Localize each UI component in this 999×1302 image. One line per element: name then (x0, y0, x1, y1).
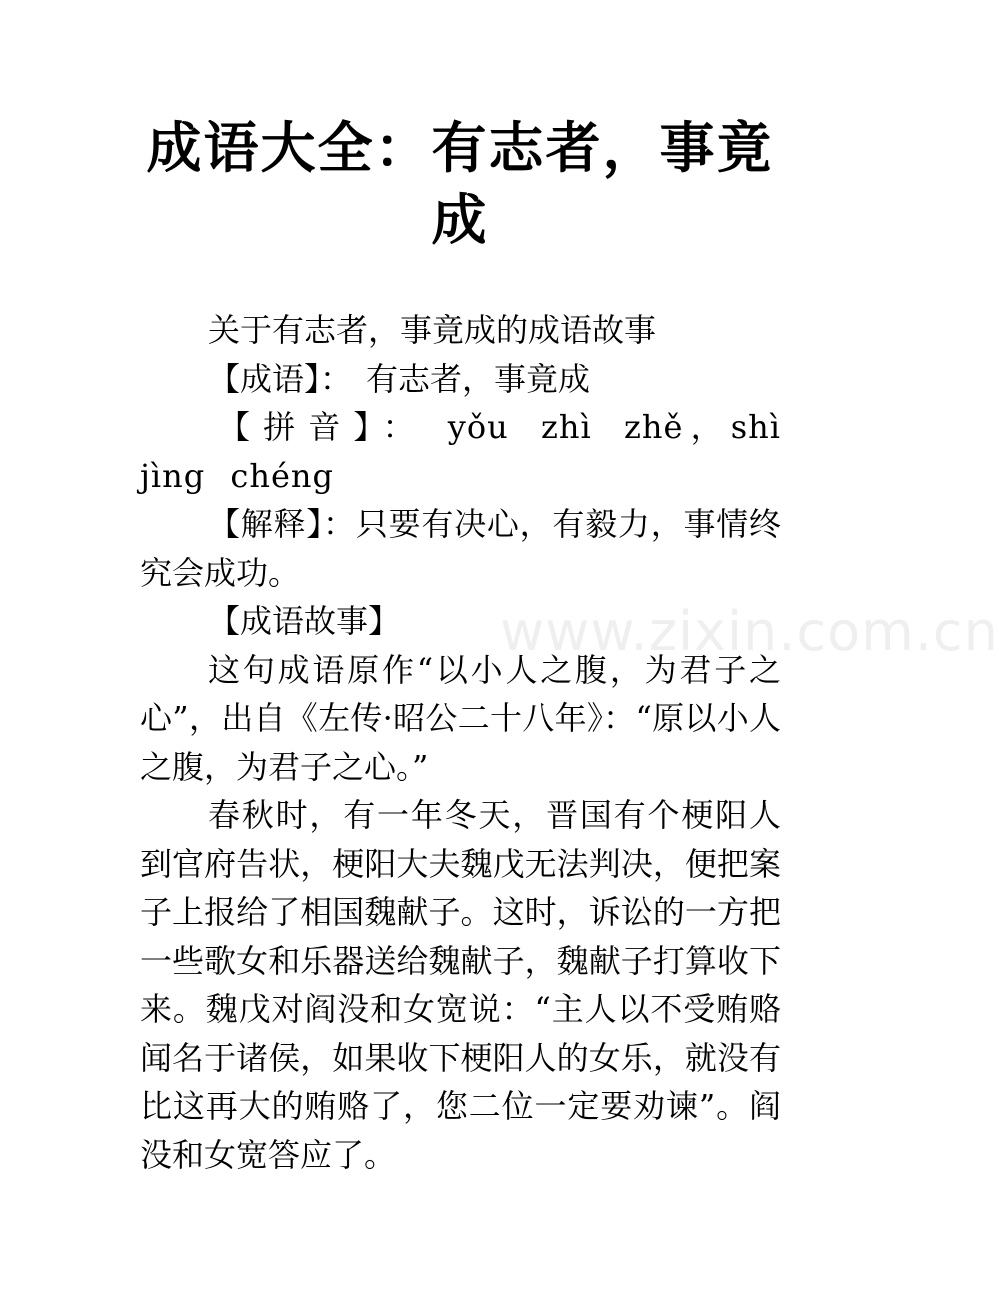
pinyin-value: yǒu zhì zhě，shì jìng chéng (140, 408, 781, 495)
explanation-line (140, 500, 781, 597)
watermark: www.zixin.com.cn (500, 600, 999, 663)
explanation-value: 只要有决心，有毅力，事情终究会成功。 (140, 505, 781, 592)
idiom-line (140, 355, 781, 404)
pinyin-label: 【拼音】： (218, 408, 428, 446)
story-paragraph: 春秋时，有一年冬天，晋国有个梗阳人到官府告状，梗阳大夫魏戊无法判决，便把案子上报给了相国魏献子。这时，诉讼的一方把一些歌女和乐器送给魏献子，魏献子打算收下来。魏戊对阎没和女宽说：“主人以不受贿赂闻名于诸侯，如果收下梗阳人的女乐，就没有比这再大的贿赂了，您二位一定要劝谏”。阎没和女宽答应了。 (140, 796, 781, 1174)
pinyin-line (140, 403, 781, 500)
explanation-label: 【解释】： (208, 505, 356, 543)
story-heading: 【成语故事】 (208, 602, 401, 640)
story-paragraph: 这句成语原作“以小人之腹，为君子之心”，出自《左传·昭公二十八年》：“原以小人之腹，为君子之心。” (140, 650, 781, 786)
page-title: 成语大全：有志者，事竟成 (146, 116, 774, 252)
document-body (140, 306, 781, 1179)
intro-line: 关于有志者，事竟成的成语故事 (208, 311, 657, 349)
idiom-value: 有志者，事竟成 (366, 359, 591, 398)
idiom-label: 【成语】： (208, 359, 353, 398)
